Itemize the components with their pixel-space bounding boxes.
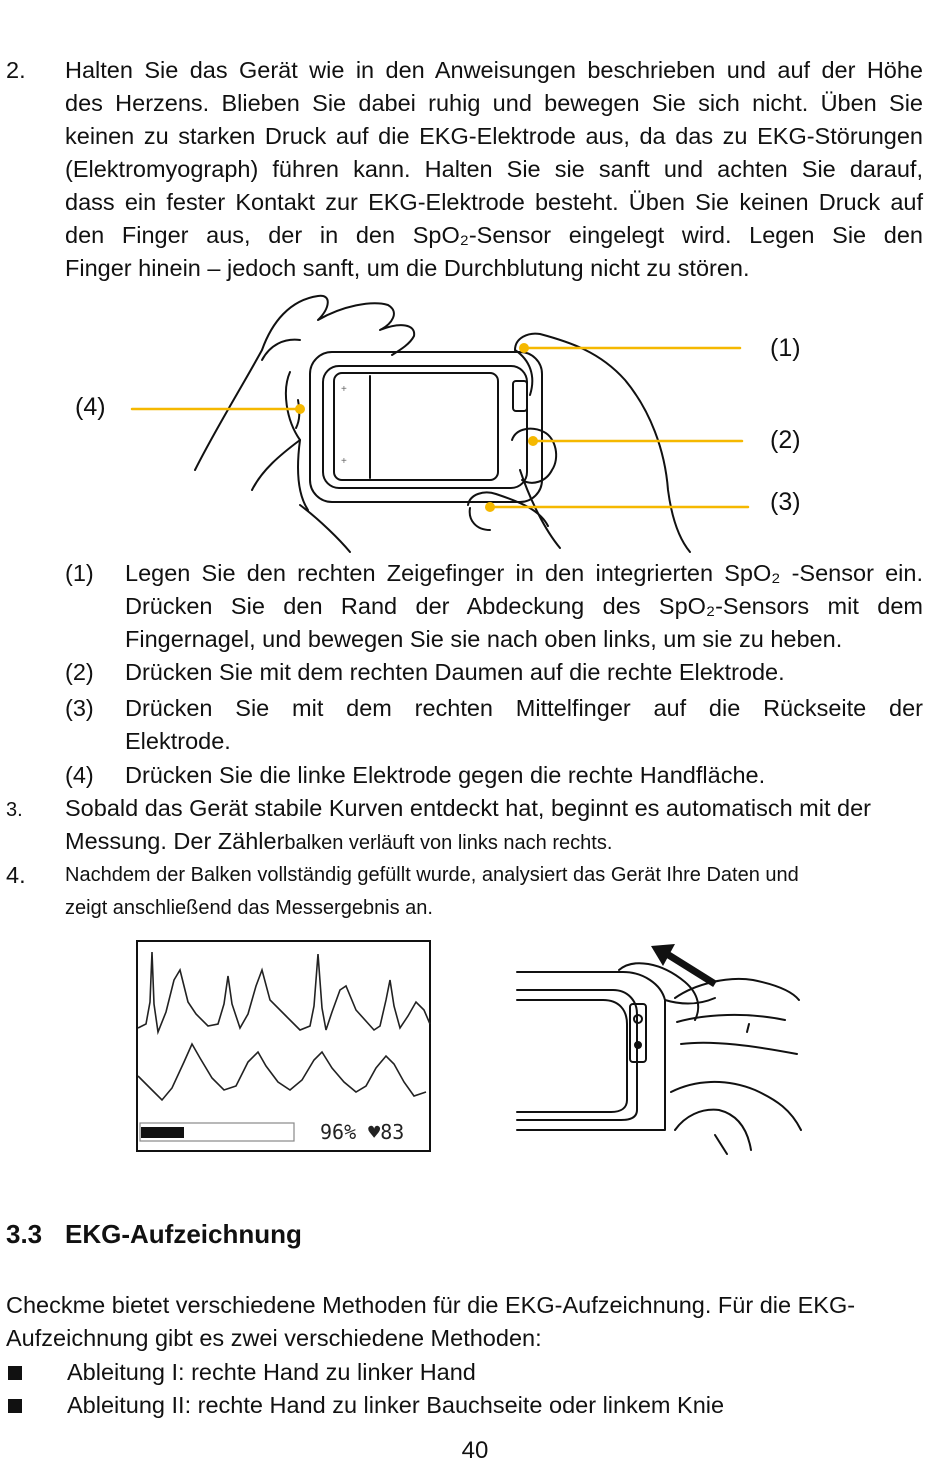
- sensor-cover-illustration: [515, 940, 805, 1155]
- section-title: EKG-Aufzeichnung: [65, 1219, 302, 1249]
- svg-text:+: +: [341, 384, 347, 395]
- callout-3: (3): [770, 488, 801, 516]
- vitals-readout: 96% ♥83: [320, 1120, 405, 1144]
- text-line: keinen zu starken Druck auf die EKG-Elektrode aus, da das zu EKG-Störungen: [65, 123, 923, 149]
- step-number: 2.: [6, 57, 26, 83]
- text-line: des Herzens. Blieben Sie dabei ruhig und bewegen Sie sich nicht. Üben Sie: [65, 90, 923, 116]
- svg-text:+: +: [341, 456, 347, 467]
- legend-text: [125, 759, 923, 792]
- text-line: Drücken Sie mit dem rechten Mittelfinger auf die Rückseite der: [125, 695, 923, 721]
- bullet-text: Ableitung I: rechte Hand zu linker Hand: [67, 1359, 476, 1385]
- bullet-square-icon: [8, 1399, 22, 1413]
- legend-number: (3): [65, 695, 94, 721]
- text-fragment: Messung. Der Zähler: [65, 828, 285, 854]
- legend-number: (2): [65, 659, 94, 685]
- device-hands-illustration: [0, 290, 950, 555]
- legend-text: [125, 692, 923, 758]
- progress-fill: [141, 1127, 184, 1138]
- text-line: Drücken Sie den Rand der Abdeckung des SpO₂-Sensors mit dem: [125, 593, 923, 619]
- section-number: 3.3: [6, 1219, 43, 1249]
- bullet-square-icon: [8, 1366, 22, 1380]
- legend-number: (1): [65, 560, 94, 586]
- text-line: Elektrode.: [125, 728, 231, 754]
- text-line: dass ein fester Kontakt zur EKG-Elektrode besteht. Üben Sie keinen Druck auf: [65, 189, 923, 215]
- text-line: Checkme bietet verschiedene Methoden für die EKG-Aufzeichnung. Für die EKG-: [6, 1292, 856, 1318]
- text-line: Drücken Sie mit dem rechten Daumen auf die rechte Elektrode.: [125, 659, 785, 685]
- step-4-text: [65, 859, 923, 925]
- callout-2: (2): [770, 426, 801, 454]
- step-number: 3.: [6, 799, 23, 821]
- device-screen-illustration: [136, 940, 432, 1153]
- section-intro: [6, 1289, 906, 1355]
- step-2-text: [65, 54, 923, 285]
- step-4: [0, 859, 950, 925]
- callout-1: (1): [770, 334, 801, 362]
- text-line: Fingernagel, und bewegen Sie sie nach oben links, um sie zu heben.: [125, 626, 843, 652]
- step-3-text: [65, 792, 923, 860]
- text-line: Drücken Sie die linke Elektrode gegen die rechte Handfläche.: [125, 762, 766, 788]
- text-line: (Elektromyograph) führen kann. Halten Sie sie sanft und achten Sie darauf,: [65, 156, 923, 182]
- text-line: [65, 825, 923, 860]
- text-line: Sobald das Gerät stabile Kurven entdeckt hat, beginnt es automatisch mit der: [65, 795, 871, 821]
- legend-text: [125, 557, 923, 656]
- text-line: zeigt anschließend das Messergebnis an.: [65, 897, 433, 919]
- step-3: [0, 792, 950, 858]
- step-2: [0, 54, 950, 294]
- legend-text: [125, 656, 923, 689]
- bullet-text: Ableitung II: rechte Hand zu linker Bauchseite oder linkem Knie: [67, 1392, 725, 1418]
- legend-number: (4): [65, 762, 94, 788]
- text-line: den Finger aus, der in den SpO₂-Sensor eingelegt wird. Legen Sie den: [65, 222, 923, 248]
- text-line: Legen Sie den rechten Zeigefinger in den integrierten SpO₂ -Sensor ein.: [125, 560, 923, 586]
- step-number: 4.: [6, 862, 26, 888]
- text-line: Halten Sie das Gerät wie in den Anweisungen beschrieben und auf der Höhe: [65, 57, 923, 83]
- lift-direction-arrow: [651, 944, 715, 984]
- callout-4: (4): [75, 393, 106, 421]
- text-line: Finger hinein – jedoch sanft, um die Durchblutung nicht zu stören.: [65, 255, 750, 281]
- text-fragment: balken verläuft von links nach rechts.: [284, 832, 613, 854]
- text-line: Aufzeichnung gibt es zwei verschiedene Methoden:: [6, 1325, 542, 1351]
- page-number: 40: [461, 1437, 489, 1464]
- text-line: Nachdem der Balken vollständig gefüllt wurde, analysiert das Gerät Ihre Daten und: [65, 864, 799, 886]
